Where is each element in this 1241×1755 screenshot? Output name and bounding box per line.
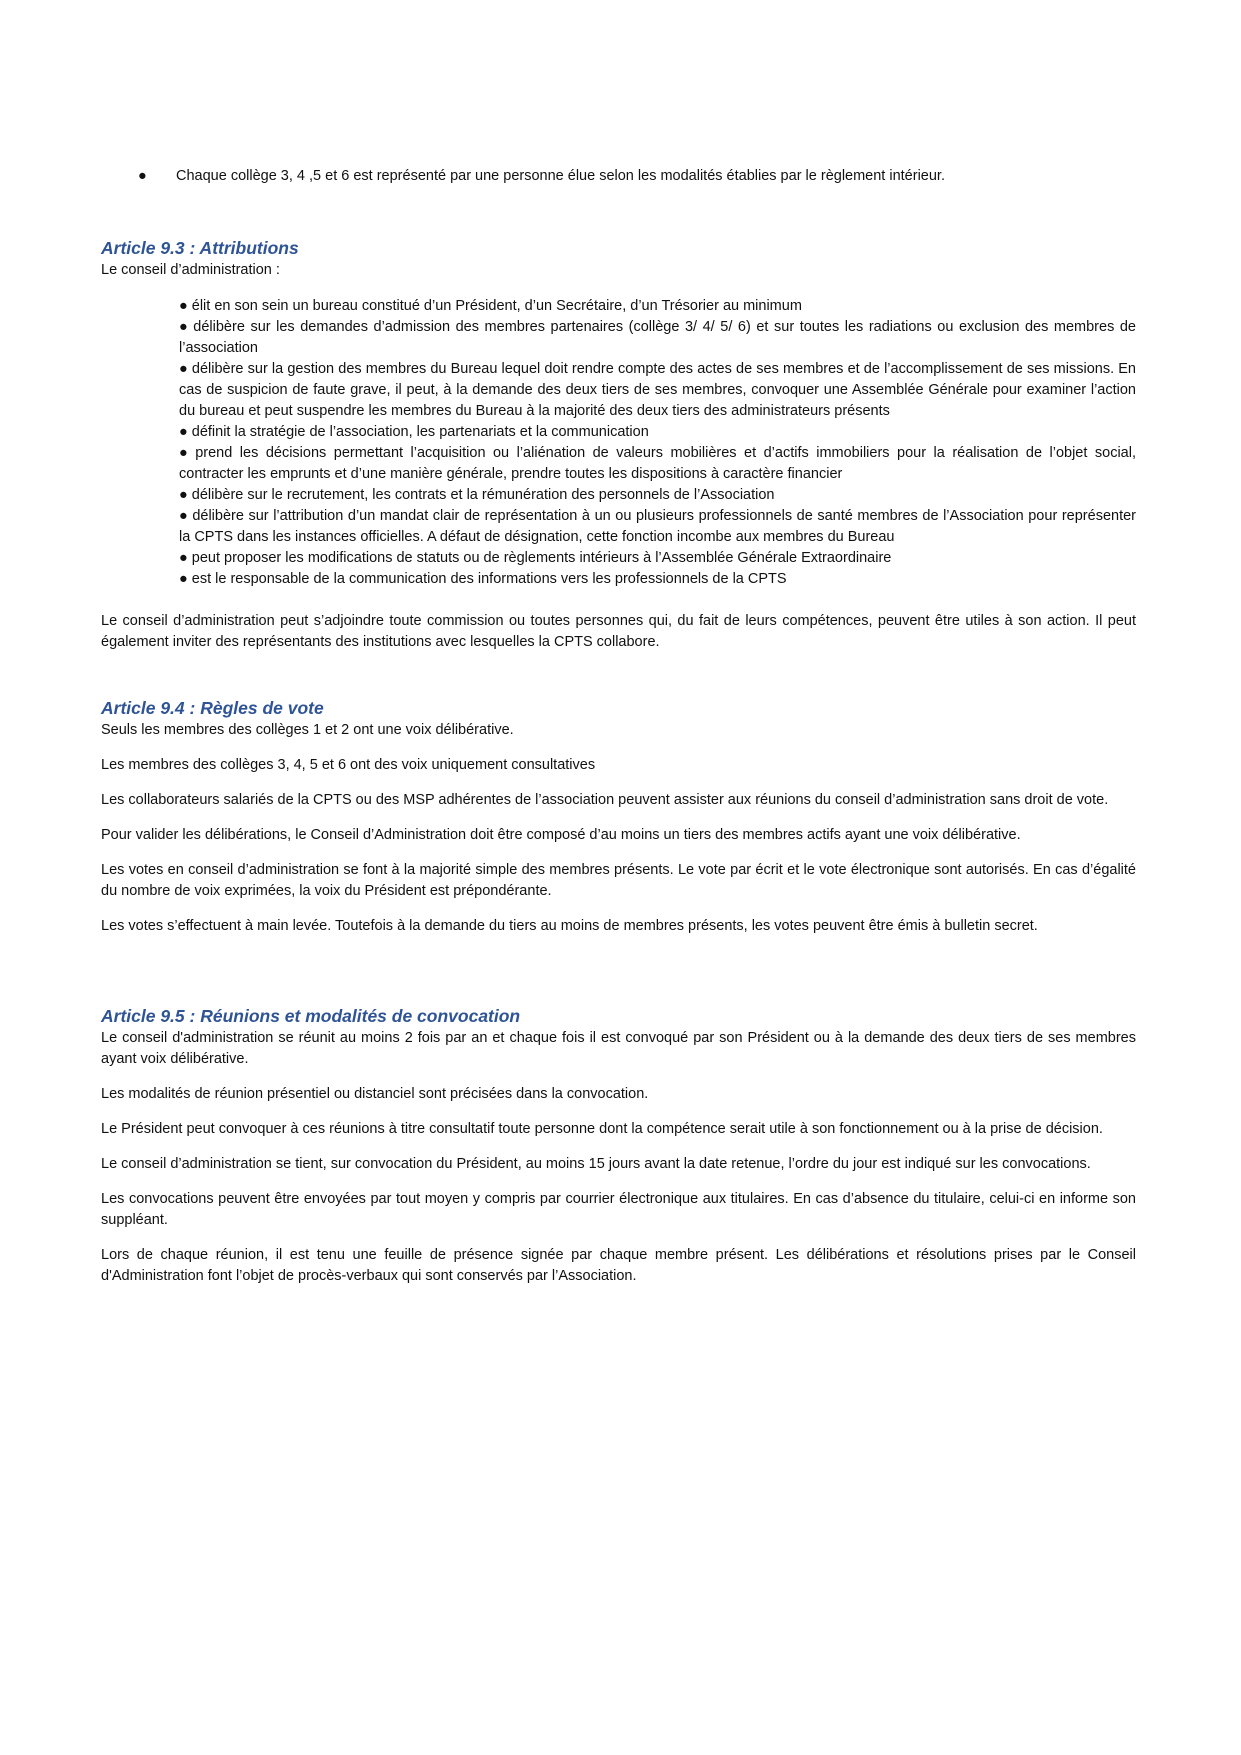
attribution-item: ● élit en son sein un bureau constitué d’un Président, d’un Secrétaire, d’un Trésorier au minimum [179,298,802,314]
article-9-3-heading: Article 9.3 : Attributions [101,238,299,258]
article-9-3-closing: Le conseil d’administration peut s’adjoindre toute commission ou toutes personnes qui, du fait de leurs compétences, peuvent être utiles à son action. Il peut également inviter des représentants des institutions avec lesquelles la CPTS collabore. [101,613,1136,650]
bullet-icon: ● [179,319,190,335]
bullet-icon: ● [179,571,188,587]
voting-paragraph: Les collaborateurs salariés de la CPTS ou des MSP adhérentes de l’association peuvent assister aux réunions du conseil d’administration sans droit de vote. [101,792,1109,808]
bullet-icon: ● [179,445,192,461]
attribution-item: ● définit la stratégie de l’association, les partenariats et la communication [179,424,649,440]
voting-paragraph: Seuls les membres des collèges 1 et 2 ont une voix délibérative. [101,722,514,738]
bullet-icon: ● [179,424,188,440]
article-9-4-heading: Article 9.4 : Règles de vote [101,698,324,718]
attribution-item: ● délibère sur la gestion des membres du Bureau lequel doit rendre compte des actes de ses membres et de l’accomplissement de ses missions. En cas de suspicion de faute grave, il peut, à la demande des deux tiers de ses membres, convoquer une Assemblée Générale pour examiner l’action du bureau et peut suspendre les membres du Bureau à la majorité des deux tiers des administrateurs présents [179,361,1136,419]
attribution-item: ● délibère sur l’attribution d’un mandat clair de représentation à un ou plusieurs professionnels de santé membres de l’Association pour représenter la CPTS dans les instances officielles. A défaut de désignation, cette fonction incombe aux membres du Bureau [179,508,1136,545]
article-9-5-section [101,1004,1136,1287]
meeting-paragraph: Le conseil d'administration se réunit au moins 2 fois par an et chaque fois il est convoqué par son Président ou à la demande des deux tiers de ses membres ayant voix délibérative. [101,1030,1136,1067]
attributions-list [101,296,1136,590]
attribution-item: ● est le responsable de la communication des informations vers les professionnels de la CPTS [179,571,787,587]
bullet-icon: ● [179,550,188,566]
voting-paragraph: Les votes en conseil d’administration se font à la majorité simple des membres présents. Le vote par écrit et le vote électronique sont autorisés. En cas d’égalité du nombre de voix exprimées, la voix du Président est prépondérante. [101,862,1136,899]
meeting-paragraph: Lors de chaque réunion, il est tenu une feuille de présence signée par chaque membre présent. Les délibérations et résolutions prises par le Conseil d'Administration font l’objet de procès-verbaux qui sont conservés par l’Association. [101,1247,1136,1284]
article-9-3-section [101,236,1136,653]
meeting-paragraph: Les modalités de réunion présentiel ou distanciel sont précisées dans la convocation. [101,1086,649,1102]
bullet-icon: ● [179,487,188,503]
attribution-item: ● délibère sur les demandes d’admission des membres partenaires (collège 3/ 4/ 5/ 6) et sur toutes les radiations ou exclusion des membres de l’association [179,319,1136,356]
bullet-icon: ● [179,508,189,524]
meeting-paragraph: Le conseil d’administration se tient, sur convocation du Président, au moins 15 jours avant la date retenue, l’ordre du jour est indiqué sur les convocations. [101,1156,1091,1172]
voting-paragraph: Les votes s’effectuent à main levée. Toutefois à la demande du tiers au moins de membres présents, les votes peuvent être émis à bulletin secret. [101,918,1038,934]
bullet-icon: ● [179,361,188,377]
article-9-5-heading: Article 9.5 : Réunions et modalités de convocation [101,1006,521,1026]
attribution-item: ● délibère sur le recrutement, les contrats et la rémunération des personnels de l’Association [179,487,775,503]
attribution-item: ● prend les décisions permettant l’acquisition ou l’aliénation de valeurs mobilières et d’actifs immobiliers pour la réalisation de l’objet social, contracter les emprunts et d’une manière générale, prendre toutes les dispositions à caractère financier [179,445,1136,482]
meeting-paragraph: Le Président peut convoquer à ces réunions à titre consultatif toute personne dont la compétence serait utile à son fonctionnement ou à la prise de décision. [101,1121,1103,1137]
voting-paragraph: Pour valider les délibérations, le Conseil d’Administration doit être composé d’au moins un tiers des membres actifs ayant une voix délibérative. [101,827,1021,843]
bullet-icon: ● [138,168,147,184]
attribution-item: ● peut proposer les modifications de statuts ou de règlements intérieurs à l’Assemblée Générale Extraordinaire [179,550,892,566]
meeting-paragraph: Les convocations peuvent être envoyées par tout moyen y compris par courrier électronique aux titulaires. En cas d’absence du titulaire, celui-ci en informe son suppléant. [101,1191,1136,1228]
article-9-4-section [101,696,1136,937]
article-9-3-intro: Le conseil d’administration : [101,262,280,278]
voting-paragraph: Les membres des collèges 3, 4, 5 et 6 ont des voix uniquement consultatives [101,757,596,773]
bullet-icon: ● [179,298,188,314]
college-representation-text: Chaque collège 3, 4 ,5 et 6 est représenté par une personne élue selon les modalités établies par le règlement intérieur. [176,168,945,184]
